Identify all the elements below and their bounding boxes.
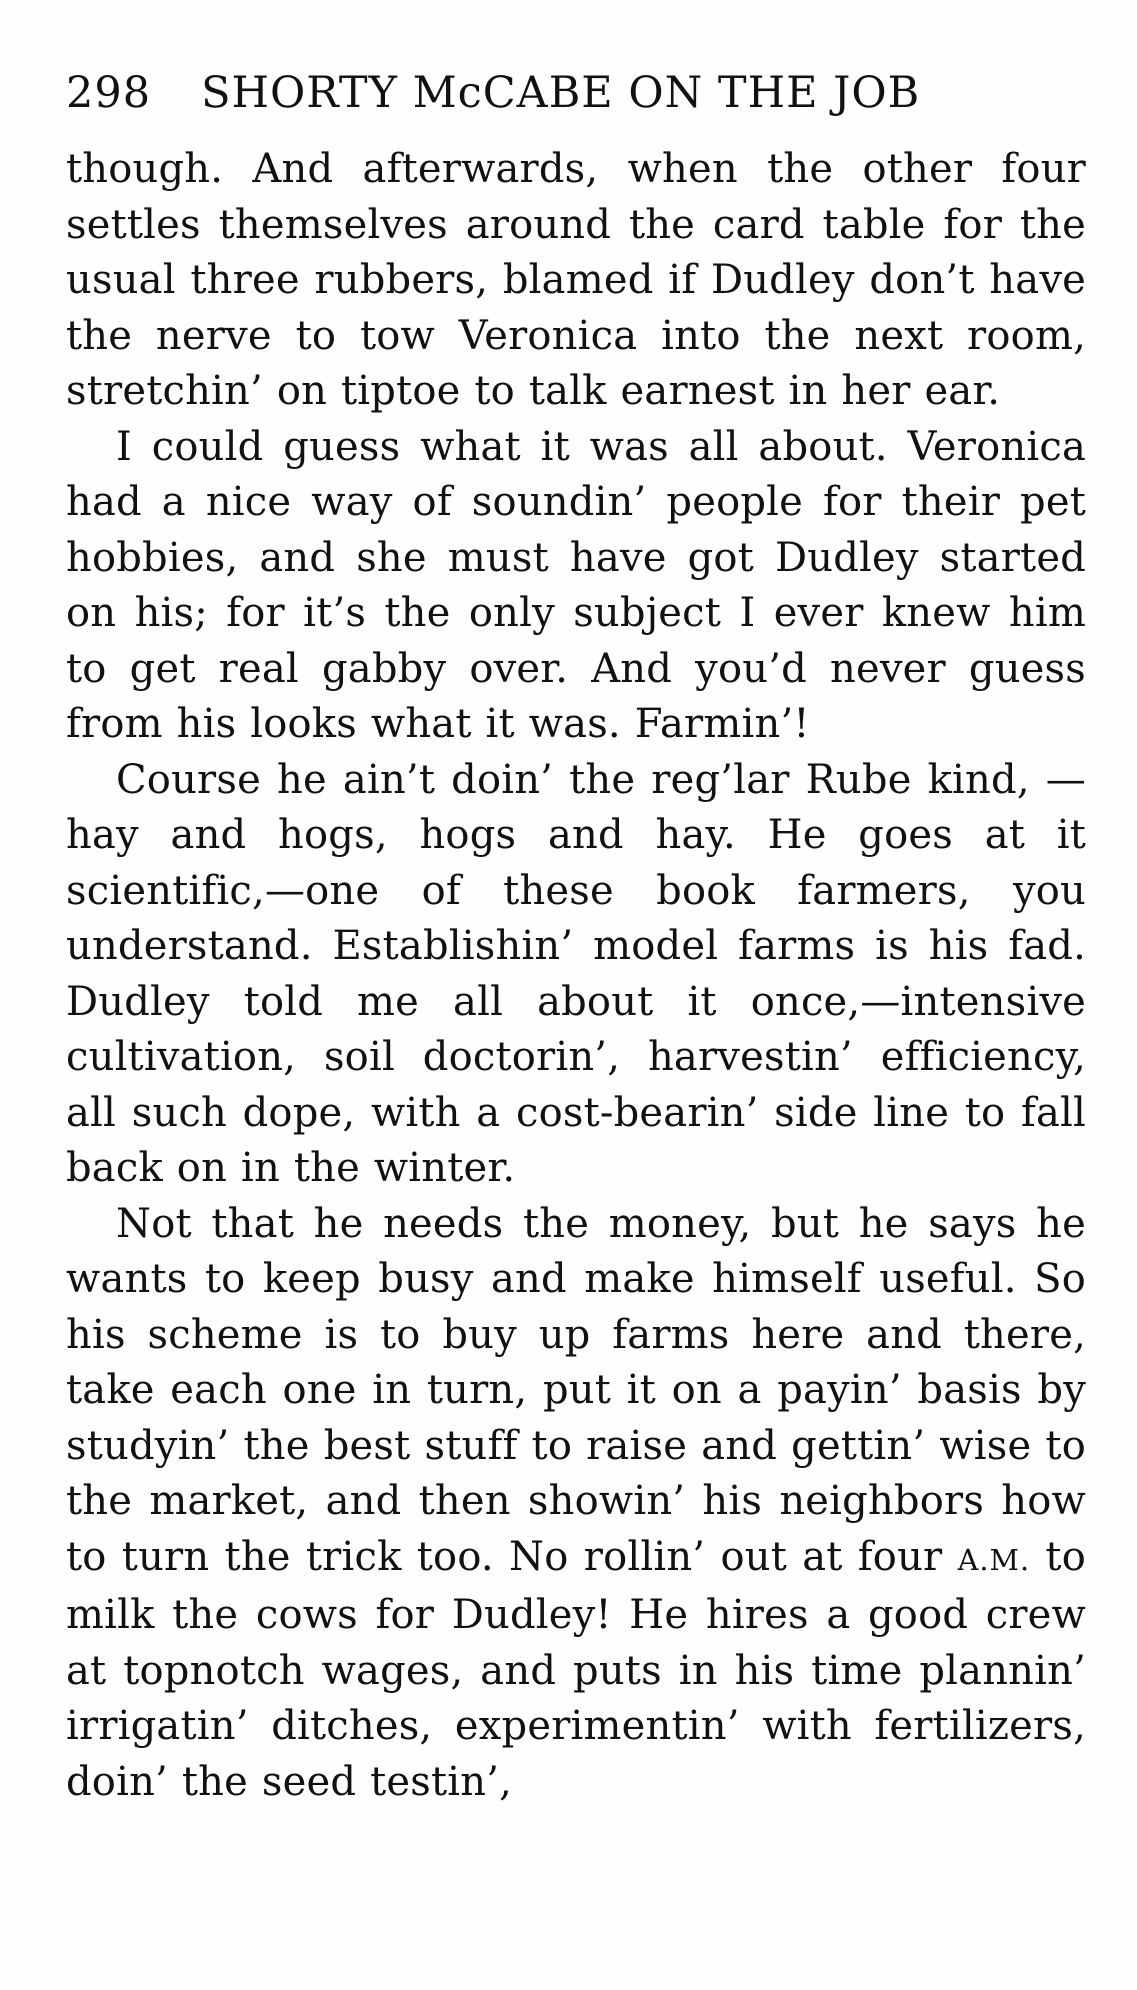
body-text: [66, 142, 1086, 1810]
paragraph-1: though. And afterwards, when the other four settles themselves around the card table for the usual three rubbers, blamed if Dudley don’t have the nerve to tow Veronica into the next room, stretchin’ on tiptoe to talk earnest in her ear.: [66, 146, 1086, 414]
page-header: [66, 58, 1076, 128]
paragraph-4: [66, 1197, 1086, 1811]
paragraph-2: I could guess what it was all about. Veronica had a nice way of soundin’ people for their pet hobbies, and she must have got Dudley started on his; for it’s the only subject I ever knew him to get real gabby over. And you’d never guess from his looks what it was. Farmin’!: [66, 423, 1086, 747]
paragraph-4-text-after: to milk the cows for Dudley! He hires a good crew at topnotch wages, and puts in his time plannin’ irrigatin’ ditches, experimentin’ with fertilizers, doin’ the seed testin’,: [66, 1533, 1086, 1805]
page-number: 298: [66, 68, 152, 118]
smallcaps-am: A.M.: [957, 1542, 1031, 1577]
paragraph-3: Course he ain’t doin’ the reg’lar Rube kind, —hay and hogs, hogs and hay. He goes at it scientific,—one of these book farmers, you understand. Establishin’ model farms is his fad. Dudley told me all about it once,—intensive cultivation, soil doctorin’, harvestin’ efficiency, all such dope, with a cost-bearin’ side line to fall back on in the winter.: [66, 756, 1086, 1191]
running-title: SHORTY McCABE ON THE JOB: [201, 68, 921, 118]
paragraph-4-text-before: Not that he needs the money, but he says he wants to keep busy and make himself useful. So his scheme is to buy up farms here and there, take each one in turn, put it on a payin’ basis by studyin’ the best stuff to raise and gettin’ wise to the market, and then showin’ his neighbors how to turn the trick too. No rollin’ out at four: [66, 1200, 1086, 1580]
